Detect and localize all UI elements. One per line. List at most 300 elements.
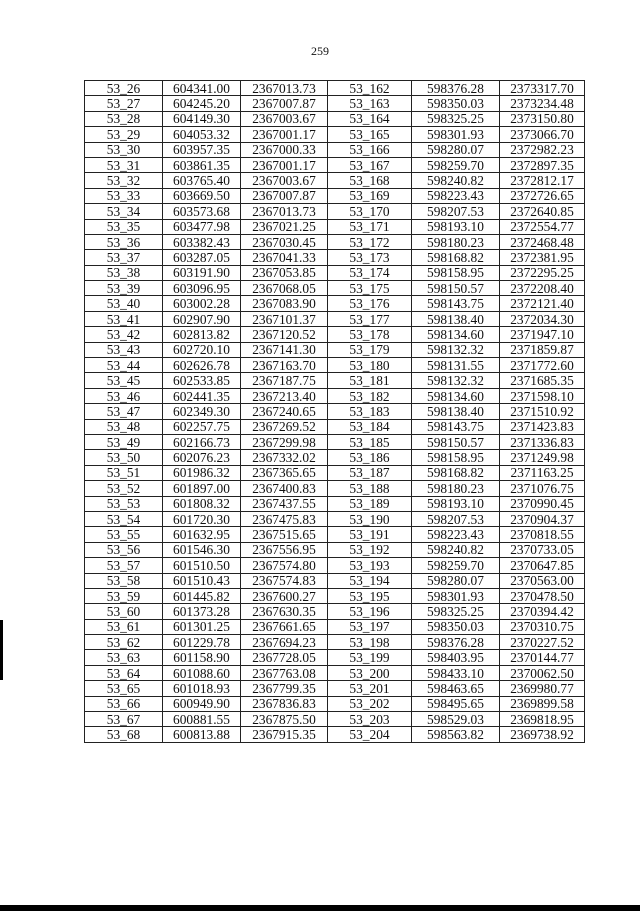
table-row xyxy=(85,527,585,542)
easting-right-cell: 598280.07 xyxy=(412,142,500,157)
easting-right-cell: 598132.32 xyxy=(412,342,500,357)
easting-right-cell: 598223.43 xyxy=(412,527,500,542)
point-id-left-cell: 53_36 xyxy=(85,234,163,249)
northing-left-cell: 2367728.05 xyxy=(241,650,328,665)
point-id-right-cell: 53_168 xyxy=(328,173,412,188)
northing-left-cell: 2367101.37 xyxy=(241,311,328,326)
northing-right-cell: 2372812.17 xyxy=(500,173,585,188)
northing-right-cell: 2371336.83 xyxy=(500,434,585,449)
point-id-right-cell: 53_180 xyxy=(328,358,412,373)
point-id-right-cell: 53_188 xyxy=(328,481,412,496)
table-row xyxy=(85,188,585,203)
northing-left-cell: 2367013.73 xyxy=(241,204,328,219)
easting-left-cell: 600881.55 xyxy=(163,712,241,727)
northing-right-cell: 2369738.92 xyxy=(500,727,585,742)
easting-right-cell: 598495.65 xyxy=(412,696,500,711)
table-row xyxy=(85,681,585,696)
northing-left-cell: 2367003.67 xyxy=(241,173,328,188)
easting-left-cell: 602533.85 xyxy=(163,373,241,388)
point-id-right-cell: 53_204 xyxy=(328,727,412,742)
easting-right-cell: 598158.95 xyxy=(412,265,500,280)
point-id-left-cell: 53_60 xyxy=(85,604,163,619)
point-id-left-cell: 53_49 xyxy=(85,434,163,449)
point-id-right-cell: 53_201 xyxy=(328,681,412,696)
table-row xyxy=(85,419,585,434)
point-id-right-cell: 53_166 xyxy=(328,142,412,157)
northing-right-cell: 2370904.37 xyxy=(500,511,585,526)
northing-right-cell: 2372121.40 xyxy=(500,296,585,311)
easting-left-cell: 603573.68 xyxy=(163,204,241,219)
point-id-left-cell: 53_65 xyxy=(85,681,163,696)
northing-left-cell: 2367574.83 xyxy=(241,573,328,588)
easting-right-cell: 598376.28 xyxy=(412,81,500,96)
easting-left-cell: 604341.00 xyxy=(163,81,241,96)
northing-left-cell: 2367141.30 xyxy=(241,342,328,357)
point-id-right-cell: 53_175 xyxy=(328,281,412,296)
point-id-right-cell: 53_171 xyxy=(328,219,412,234)
northing-left-cell: 2367041.33 xyxy=(241,250,328,265)
point-id-right-cell: 53_162 xyxy=(328,81,412,96)
northing-right-cell: 2370647.85 xyxy=(500,558,585,573)
point-id-right-cell: 53_196 xyxy=(328,604,412,619)
point-id-left-cell: 53_57 xyxy=(85,558,163,573)
table-row xyxy=(85,511,585,526)
point-id-left-cell: 53_29 xyxy=(85,127,163,142)
point-id-left-cell: 53_67 xyxy=(85,712,163,727)
easting-left-cell: 601897.00 xyxy=(163,481,241,496)
point-id-right-cell: 53_198 xyxy=(328,635,412,650)
northing-right-cell: 2373234.48 xyxy=(500,96,585,111)
table-row xyxy=(85,434,585,449)
easting-left-cell: 601373.28 xyxy=(163,604,241,619)
easting-right-cell: 598168.82 xyxy=(412,465,500,480)
table-row xyxy=(85,404,585,419)
point-id-left-cell: 53_34 xyxy=(85,204,163,219)
table-row xyxy=(85,542,585,557)
northing-right-cell: 2370990.45 xyxy=(500,496,585,511)
easting-right-cell: 598529.03 xyxy=(412,712,500,727)
easting-right-cell: 598150.57 xyxy=(412,281,500,296)
easting-left-cell: 601301.25 xyxy=(163,619,241,634)
point-id-left-cell: 53_64 xyxy=(85,665,163,680)
northing-left-cell: 2367556.95 xyxy=(241,542,328,557)
northing-right-cell: 2370478.50 xyxy=(500,588,585,603)
point-id-right-cell: 53_192 xyxy=(328,542,412,557)
table-row xyxy=(85,650,585,665)
easting-left-cell: 604245.20 xyxy=(163,96,241,111)
northing-right-cell: 2372726.65 xyxy=(500,188,585,203)
easting-right-cell: 598301.93 xyxy=(412,588,500,603)
easting-left-cell: 603382.43 xyxy=(163,234,241,249)
point-id-right-cell: 53_197 xyxy=(328,619,412,634)
easting-left-cell: 602349.30 xyxy=(163,404,241,419)
easting-right-cell: 598223.43 xyxy=(412,188,500,203)
point-id-left-cell: 53_38 xyxy=(85,265,163,280)
easting-right-cell: 598143.75 xyxy=(412,419,500,434)
easting-left-cell: 602076.23 xyxy=(163,450,241,465)
easting-right-cell: 598168.82 xyxy=(412,250,500,265)
point-id-right-cell: 53_183 xyxy=(328,404,412,419)
northing-right-cell: 2372034.30 xyxy=(500,311,585,326)
northing-left-cell: 2367030.45 xyxy=(241,234,328,249)
easting-left-cell: 603096.95 xyxy=(163,281,241,296)
northing-right-cell: 2373317.70 xyxy=(500,81,585,96)
point-id-left-cell: 53_32 xyxy=(85,173,163,188)
northing-right-cell: 2372640.85 xyxy=(500,204,585,219)
point-id-left-cell: 53_41 xyxy=(85,311,163,326)
easting-right-cell: 598138.40 xyxy=(412,311,500,326)
northing-left-cell: 2367187.75 xyxy=(241,373,328,388)
point-id-left-cell: 53_31 xyxy=(85,157,163,172)
northing-left-cell: 2367600.27 xyxy=(241,588,328,603)
northing-right-cell: 2371249.98 xyxy=(500,450,585,465)
northing-left-cell: 2367001.17 xyxy=(241,157,328,172)
point-id-right-cell: 53_164 xyxy=(328,111,412,126)
easting-right-cell: 598180.23 xyxy=(412,234,500,249)
page-number: 259 xyxy=(311,44,329,58)
easting-left-cell: 603957.35 xyxy=(163,142,241,157)
point-id-left-cell: 53_28 xyxy=(85,111,163,126)
easting-left-cell: 602626.78 xyxy=(163,358,241,373)
point-id-right-cell: 53_170 xyxy=(328,204,412,219)
easting-left-cell: 601510.50 xyxy=(163,558,241,573)
point-id-left-cell: 53_61 xyxy=(85,619,163,634)
easting-left-cell: 603002.28 xyxy=(163,296,241,311)
point-id-right-cell: 53_178 xyxy=(328,327,412,342)
easting-left-cell: 602907.90 xyxy=(163,311,241,326)
easting-left-cell: 604149.30 xyxy=(163,111,241,126)
point-id-left-cell: 53_62 xyxy=(85,635,163,650)
northing-left-cell: 2367007.87 xyxy=(241,188,328,203)
easting-left-cell: 601018.93 xyxy=(163,681,241,696)
northing-right-cell: 2372897.35 xyxy=(500,157,585,172)
point-id-left-cell: 53_44 xyxy=(85,358,163,373)
table-row xyxy=(85,619,585,634)
easting-left-cell: 601510.43 xyxy=(163,573,241,588)
point-id-left-cell: 53_30 xyxy=(85,142,163,157)
table-row xyxy=(85,450,585,465)
table-row xyxy=(85,111,585,126)
point-id-right-cell: 53_195 xyxy=(328,588,412,603)
northing-left-cell: 2367365.65 xyxy=(241,465,328,480)
northing-left-cell: 2367836.83 xyxy=(241,696,328,711)
point-id-left-cell: 53_51 xyxy=(85,465,163,480)
easting-right-cell: 598376.28 xyxy=(412,635,500,650)
point-id-right-cell: 53_165 xyxy=(328,127,412,142)
point-id-right-cell: 53_181 xyxy=(328,373,412,388)
table-row xyxy=(85,204,585,219)
table-row xyxy=(85,127,585,142)
point-id-right-cell: 53_169 xyxy=(328,188,412,203)
easting-left-cell: 603765.40 xyxy=(163,173,241,188)
point-id-left-cell: 53_52 xyxy=(85,481,163,496)
table-row xyxy=(85,250,585,265)
northing-left-cell: 2367120.52 xyxy=(241,327,328,342)
northing-right-cell: 2371423.83 xyxy=(500,419,585,434)
northing-right-cell: 2371598.10 xyxy=(500,388,585,403)
table-row xyxy=(85,496,585,511)
northing-right-cell: 2372554.77 xyxy=(500,219,585,234)
point-id-right-cell: 53_202 xyxy=(328,696,412,711)
easting-left-cell: 604053.32 xyxy=(163,127,241,142)
point-id-right-cell: 53_199 xyxy=(328,650,412,665)
easting-right-cell: 598143.75 xyxy=(412,296,500,311)
easting-right-cell: 598350.03 xyxy=(412,619,500,634)
scan-edge-mark xyxy=(0,905,640,911)
northing-left-cell: 2367630.35 xyxy=(241,604,328,619)
table-row xyxy=(85,358,585,373)
point-id-left-cell: 53_66 xyxy=(85,696,163,711)
easting-right-cell: 598132.32 xyxy=(412,373,500,388)
easting-left-cell: 601720.30 xyxy=(163,511,241,526)
point-id-left-cell: 53_46 xyxy=(85,388,163,403)
easting-left-cell: 601088.60 xyxy=(163,665,241,680)
point-id-left-cell: 53_50 xyxy=(85,450,163,465)
easting-right-cell: 598463.65 xyxy=(412,681,500,696)
table-row xyxy=(85,296,585,311)
easting-right-cell: 598193.10 xyxy=(412,219,500,234)
northing-left-cell: 2367875.50 xyxy=(241,712,328,727)
point-id-right-cell: 53_190 xyxy=(328,511,412,526)
easting-left-cell: 602720.10 xyxy=(163,342,241,357)
northing-right-cell: 2372381.95 xyxy=(500,250,585,265)
northing-left-cell: 2367013.73 xyxy=(241,81,328,96)
northing-left-cell: 2367515.65 xyxy=(241,527,328,542)
northing-right-cell: 2369818.95 xyxy=(500,712,585,727)
point-id-right-cell: 53_185 xyxy=(328,434,412,449)
easting-right-cell: 598150.57 xyxy=(412,434,500,449)
point-id-left-cell: 53_42 xyxy=(85,327,163,342)
easting-right-cell: 598403.95 xyxy=(412,650,500,665)
easting-right-cell: 598240.82 xyxy=(412,173,500,188)
easting-right-cell: 598180.23 xyxy=(412,481,500,496)
point-id-right-cell: 53_172 xyxy=(328,234,412,249)
table-row xyxy=(85,311,585,326)
point-id-right-cell: 53_193 xyxy=(328,558,412,573)
northing-right-cell: 2372208.40 xyxy=(500,281,585,296)
northing-right-cell: 2370563.00 xyxy=(500,573,585,588)
point-id-left-cell: 53_27 xyxy=(85,96,163,111)
table-row xyxy=(85,727,585,742)
northing-left-cell: 2367021.25 xyxy=(241,219,328,234)
northing-right-cell: 2370144.77 xyxy=(500,650,585,665)
table-row xyxy=(85,481,585,496)
table-row xyxy=(85,604,585,619)
table-row xyxy=(85,558,585,573)
point-id-left-cell: 53_68 xyxy=(85,727,163,742)
easting-right-cell: 598350.03 xyxy=(412,96,500,111)
table-row xyxy=(85,696,585,711)
point-id-left-cell: 53_33 xyxy=(85,188,163,203)
easting-left-cell: 602441.35 xyxy=(163,388,241,403)
northing-left-cell: 2367915.35 xyxy=(241,727,328,742)
easting-left-cell: 601158.90 xyxy=(163,650,241,665)
point-id-left-cell: 53_53 xyxy=(85,496,163,511)
table-row xyxy=(85,142,585,157)
point-id-right-cell: 53_187 xyxy=(328,465,412,480)
table-row xyxy=(85,373,585,388)
northing-left-cell: 2367213.40 xyxy=(241,388,328,403)
easting-left-cell: 600813.88 xyxy=(163,727,241,742)
point-id-left-cell: 53_48 xyxy=(85,419,163,434)
easting-right-cell: 598280.07 xyxy=(412,573,500,588)
northing-right-cell: 2370310.75 xyxy=(500,619,585,634)
easting-right-cell: 598301.93 xyxy=(412,127,500,142)
table-row xyxy=(85,327,585,342)
table-row xyxy=(85,281,585,296)
northing-right-cell: 2370733.05 xyxy=(500,542,585,557)
point-id-right-cell: 53_189 xyxy=(328,496,412,511)
point-id-left-cell: 53_45 xyxy=(85,373,163,388)
northing-left-cell: 2367694.23 xyxy=(241,635,328,650)
point-id-left-cell: 53_63 xyxy=(85,650,163,665)
point-id-left-cell: 53_35 xyxy=(85,219,163,234)
point-id-left-cell: 53_43 xyxy=(85,342,163,357)
point-id-right-cell: 53_167 xyxy=(328,157,412,172)
northing-left-cell: 2367240.65 xyxy=(241,404,328,419)
easting-left-cell: 603191.90 xyxy=(163,265,241,280)
northing-left-cell: 2367083.90 xyxy=(241,296,328,311)
northing-left-cell: 2367299.98 xyxy=(241,434,328,449)
point-id-right-cell: 53_203 xyxy=(328,712,412,727)
point-id-right-cell: 53_200 xyxy=(328,665,412,680)
easting-right-cell: 598259.70 xyxy=(412,157,500,172)
table-row xyxy=(85,81,585,96)
point-id-left-cell: 53_56 xyxy=(85,542,163,557)
point-id-right-cell: 53_176 xyxy=(328,296,412,311)
northing-right-cell: 2371510.92 xyxy=(500,404,585,419)
northing-left-cell: 2367001.17 xyxy=(241,127,328,142)
easting-left-cell: 603287.05 xyxy=(163,250,241,265)
northing-left-cell: 2367163.70 xyxy=(241,358,328,373)
easting-right-cell: 598207.53 xyxy=(412,511,500,526)
point-id-right-cell: 53_184 xyxy=(328,419,412,434)
northing-right-cell: 2370227.52 xyxy=(500,635,585,650)
table-row xyxy=(85,588,585,603)
point-id-right-cell: 53_173 xyxy=(328,250,412,265)
point-id-right-cell: 53_186 xyxy=(328,450,412,465)
easting-right-cell: 598563.82 xyxy=(412,727,500,742)
table-row xyxy=(85,665,585,680)
northing-left-cell: 2367661.65 xyxy=(241,619,328,634)
point-id-right-cell: 53_179 xyxy=(328,342,412,357)
point-id-left-cell: 53_40 xyxy=(85,296,163,311)
point-id-left-cell: 53_54 xyxy=(85,511,163,526)
easting-right-cell: 598433.10 xyxy=(412,665,500,680)
easting-right-cell: 598259.70 xyxy=(412,558,500,573)
easting-left-cell: 602813.82 xyxy=(163,327,241,342)
table-row xyxy=(85,388,585,403)
point-id-left-cell: 53_39 xyxy=(85,281,163,296)
table-row xyxy=(85,234,585,249)
table-row xyxy=(85,342,585,357)
easting-left-cell: 601546.30 xyxy=(163,542,241,557)
northing-left-cell: 2367332.02 xyxy=(241,450,328,465)
northing-left-cell: 2367799.35 xyxy=(241,681,328,696)
northing-left-cell: 2367763.08 xyxy=(241,665,328,680)
easting-right-cell: 598240.82 xyxy=(412,542,500,557)
northing-right-cell: 2373066.70 xyxy=(500,127,585,142)
northing-right-cell: 2371685.35 xyxy=(500,373,585,388)
northing-right-cell: 2371947.10 xyxy=(500,327,585,342)
northing-left-cell: 2367003.67 xyxy=(241,111,328,126)
northing-left-cell: 2367574.80 xyxy=(241,558,328,573)
table-row xyxy=(85,173,585,188)
point-id-right-cell: 53_182 xyxy=(328,388,412,403)
easting-left-cell: 601986.32 xyxy=(163,465,241,480)
point-id-right-cell: 53_163 xyxy=(328,96,412,111)
easting-left-cell: 602166.73 xyxy=(163,434,241,449)
northing-right-cell: 2371163.25 xyxy=(500,465,585,480)
northing-right-cell: 2369980.77 xyxy=(500,681,585,696)
northing-right-cell: 2371859.87 xyxy=(500,342,585,357)
point-id-left-cell: 53_37 xyxy=(85,250,163,265)
point-id-right-cell: 53_174 xyxy=(328,265,412,280)
easting-left-cell: 603861.35 xyxy=(163,157,241,172)
northing-left-cell: 2367068.05 xyxy=(241,281,328,296)
point-id-right-cell: 53_194 xyxy=(328,573,412,588)
northing-right-cell: 2370062.50 xyxy=(500,665,585,680)
easting-left-cell: 603669.50 xyxy=(163,188,241,203)
easting-left-cell: 603477.98 xyxy=(163,219,241,234)
table-row xyxy=(85,465,585,480)
northing-right-cell: 2372468.48 xyxy=(500,234,585,249)
northing-right-cell: 2369899.58 xyxy=(500,696,585,711)
easting-right-cell: 598325.25 xyxy=(412,604,500,619)
easting-right-cell: 598193.10 xyxy=(412,496,500,511)
point-id-left-cell: 53_26 xyxy=(85,81,163,96)
easting-right-cell: 598131.55 xyxy=(412,358,500,373)
table-row xyxy=(85,157,585,172)
northing-left-cell: 2367000.33 xyxy=(241,142,328,157)
northing-left-cell: 2367475.83 xyxy=(241,511,328,526)
northing-right-cell: 2372295.25 xyxy=(500,265,585,280)
point-id-left-cell: 53_58 xyxy=(85,573,163,588)
easting-left-cell: 600949.90 xyxy=(163,696,241,711)
table-row xyxy=(85,219,585,234)
coordinates-table-body xyxy=(85,81,585,743)
northing-right-cell: 2370818.55 xyxy=(500,527,585,542)
easting-right-cell: 598134.60 xyxy=(412,327,500,342)
easting-left-cell: 602257.75 xyxy=(163,419,241,434)
coordinates-table xyxy=(84,80,585,743)
easting-left-cell: 601445.82 xyxy=(163,588,241,603)
easting-left-cell: 601229.78 xyxy=(163,635,241,650)
easting-right-cell: 598325.25 xyxy=(412,111,500,126)
northing-right-cell: 2371772.60 xyxy=(500,358,585,373)
easting-left-cell: 601808.32 xyxy=(163,496,241,511)
point-id-left-cell: 53_59 xyxy=(85,588,163,603)
point-id-left-cell: 53_55 xyxy=(85,527,163,542)
table-row xyxy=(85,635,585,650)
northing-left-cell: 2367269.52 xyxy=(241,419,328,434)
scan-edge-mark xyxy=(0,620,3,680)
easting-left-cell: 601632.95 xyxy=(163,527,241,542)
easting-right-cell: 598158.95 xyxy=(412,450,500,465)
table-row xyxy=(85,712,585,727)
table-row xyxy=(85,573,585,588)
northing-left-cell: 2367400.83 xyxy=(241,481,328,496)
table-row xyxy=(85,96,585,111)
easting-right-cell: 598207.53 xyxy=(412,204,500,219)
point-id-left-cell: 53_47 xyxy=(85,404,163,419)
northing-right-cell: 2371076.75 xyxy=(500,481,585,496)
easting-right-cell: 598134.60 xyxy=(412,388,500,403)
northing-right-cell: 2370394.42 xyxy=(500,604,585,619)
point-id-right-cell: 53_177 xyxy=(328,311,412,326)
northing-left-cell: 2367053.85 xyxy=(241,265,328,280)
northing-right-cell: 2372982.23 xyxy=(500,142,585,157)
